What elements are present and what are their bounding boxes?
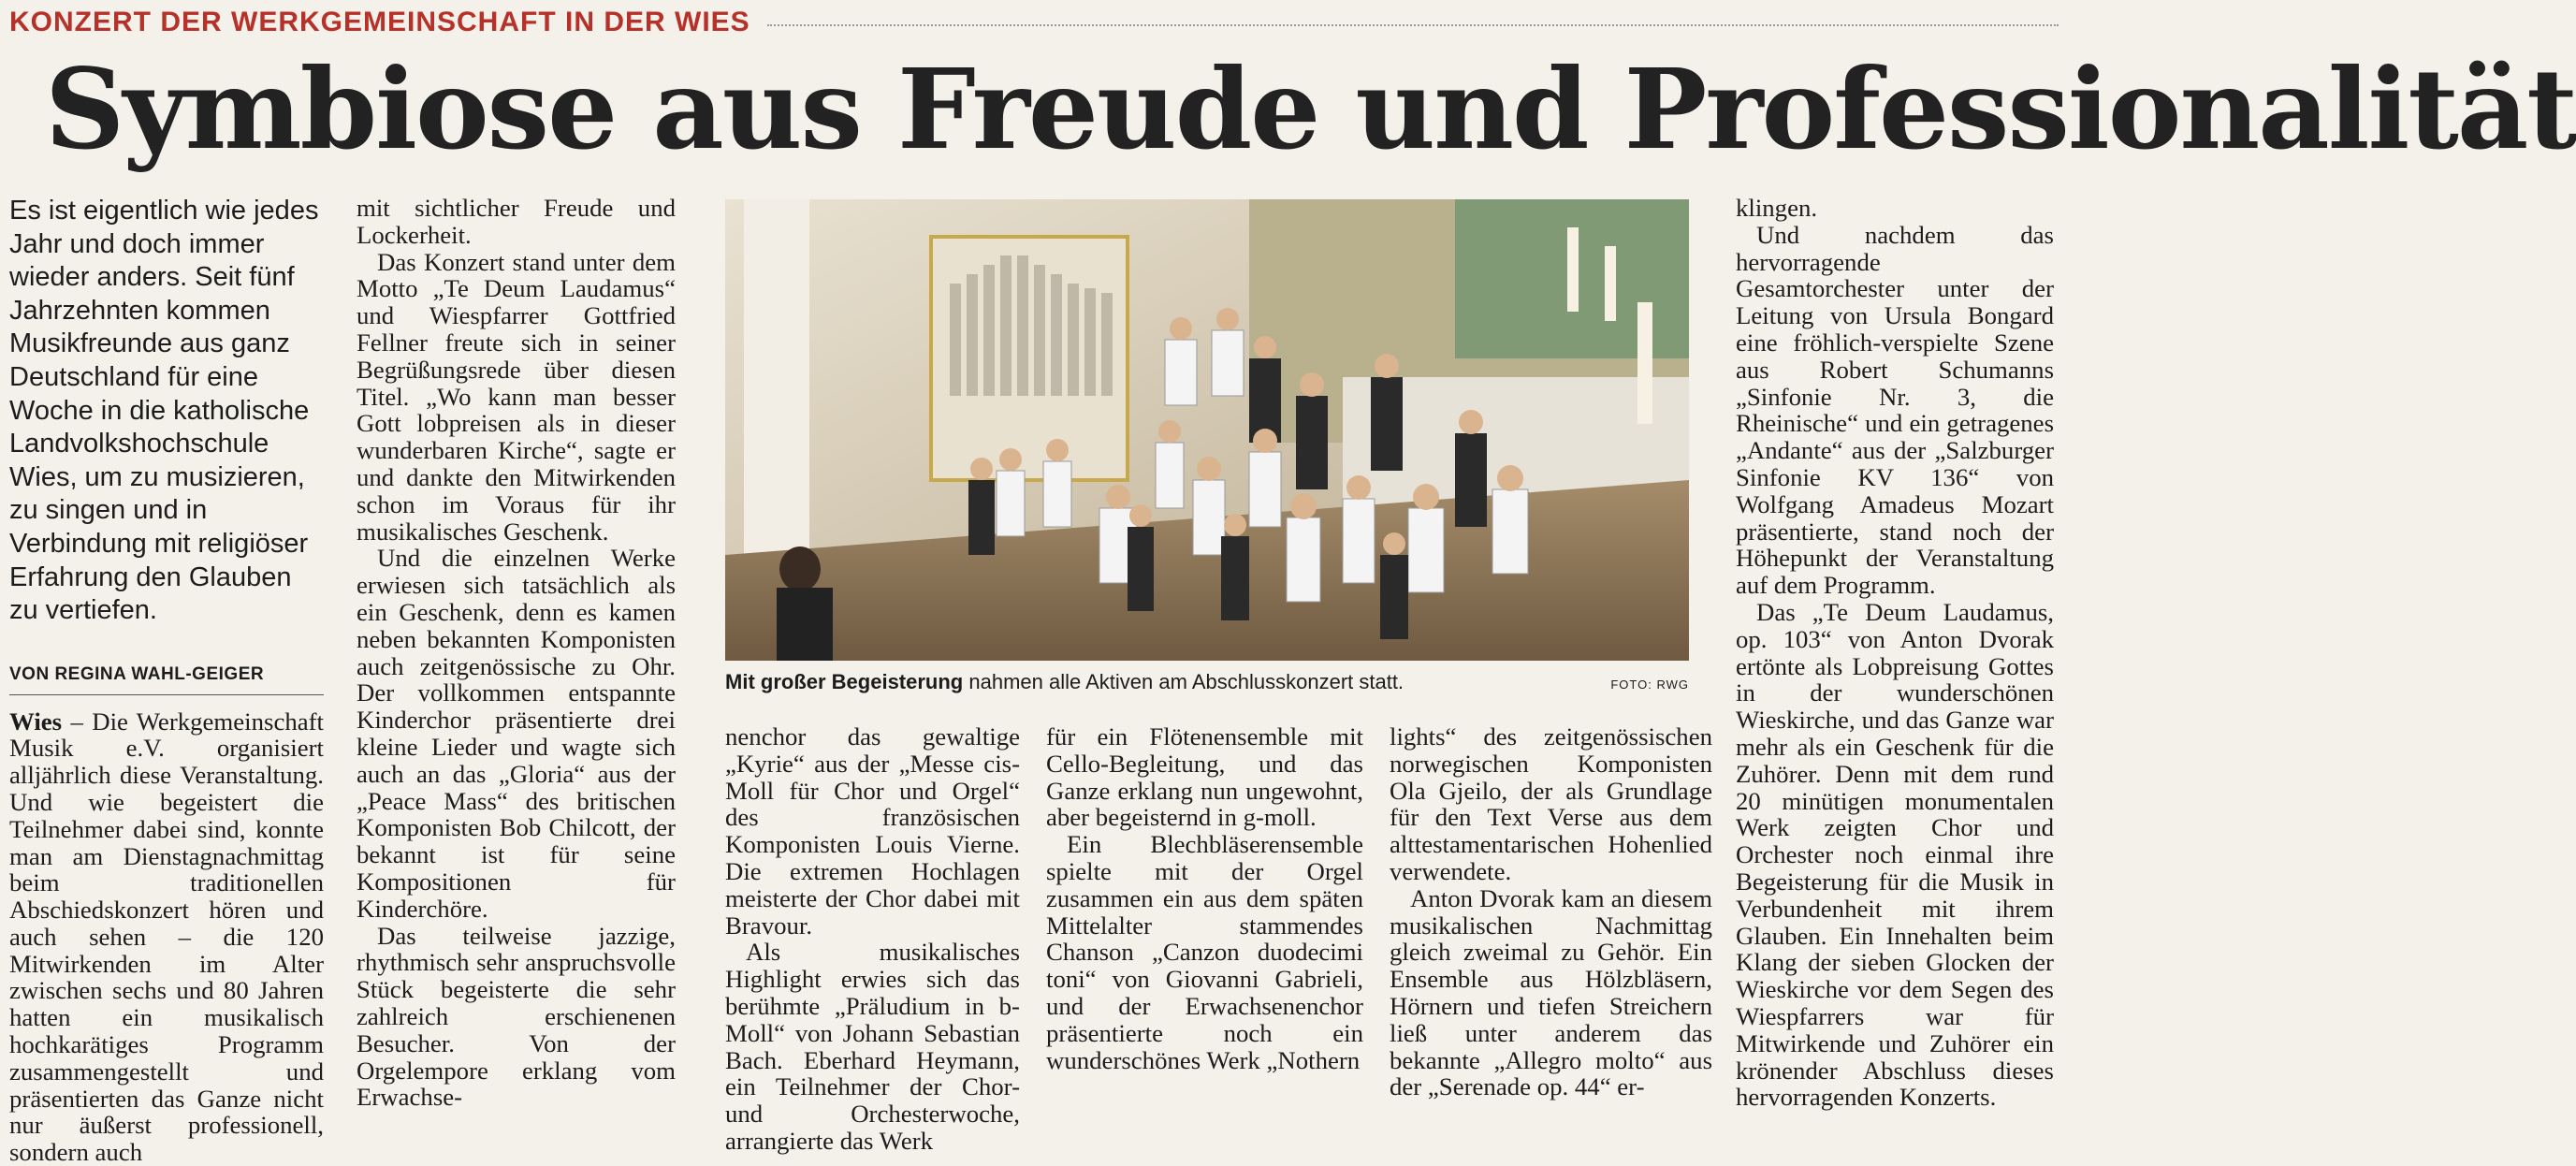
concert-photo bbox=[725, 199, 1689, 661]
kicker-divider bbox=[767, 24, 2059, 26]
paragraph-text: – Die Werkgemeinschaft Musik e.V. organisiert alljährlich diese Veranstaltung. Und wie begeistert die Teilnehmer dabei sind, konnte man am Dienstagnachmittag beim traditionellen Abschiedskonzert hören und auch sehen – die 120 Mitwirkenden im Alter zwischen sechs und 80 Jahren hatten ein musikalisch hochkarätiges Programm zusammengestellt und präsentierten das Ganze nicht nur äußerst professionell, sondern auch bbox=[9, 707, 324, 1166]
paragraph: nenchor das gewaltige „Kyrie“ aus der „Messe cis-Moll für Chor und Orgel“ des französischen Komponisten Louis Vierne. Die extremen Hochlagen meisterte der Chor dabei mit Bravour. bbox=[725, 722, 1020, 940]
kicker-row bbox=[9, 4, 2059, 41]
byline: VON REGINA WAHL-GEIGER bbox=[9, 650, 324, 695]
paragraph bbox=[9, 708, 324, 1166]
paragraph: Das „Te Deum Laudamus, op. 103“ von Anton Dvorak ertönte als Lobpreisung Gottes in der wunderschönen Wieskirche, und das Ganze war mehr als ein Geschenk für die Zuhörer. Denn mit dem rund 20 minütigen monumentalen Werk zeigten Chor und Orchester noch einmal ihre Begeisterung für die Musik in Verbundenheit mit ihrem Glauben. Ein Innehalten beim Klang der sieben Glocken der Wieskirche vor dem Segen des Wiespfarrers war für Mitwirkende und Zuhörer ein krönender Abschluss dieses hervorragenden Konzerts. bbox=[1736, 597, 2054, 1112]
paragraph: für ein Flötenensemble mit Cello-Begleitung, und das Ganze erklang nun ungewohnt, aber begeisternd in g-moll. bbox=[1046, 722, 1363, 832]
photo-image bbox=[725, 199, 1689, 661]
paragraph: Anton Dvorak kam an diesem musikalischen Nachmittag gleich zweimal zu Gehör. Ein Ensemble aus Hölzbläsern, Hörnern und tiefen Streichern ließ unter anderem das bekannte „Allegro molto“ aus der „Serenade op. 44“ er- bbox=[1390, 883, 1712, 1101]
column-1 bbox=[9, 195, 324, 1166]
paragraph: Ein Blechbläserensemble spielte mit der Orgel zusammen ein aus dem späten Mittelalter stammendes Chanson „Canzon duodecimi toni“ von Giovanni Gabrieli, und der Erwachsenenchor präsentierte noch ein wunderschönes Werk „Nothern bbox=[1046, 830, 1363, 1074]
paragraph: mit sichtlicher Freude und Lockerheit. bbox=[357, 194, 676, 249]
column-4 bbox=[1046, 723, 1363, 1073]
column-5 bbox=[1390, 723, 1712, 1100]
kicker: KONZERT DER WERKGEMEINSCHAFT IN DER WIES bbox=[9, 7, 750, 37]
headline: Symbiose aus Freude und Professionalität bbox=[45, 44, 2576, 174]
paragraph: lights“ des zeitgenössischen norwegischen Komponisten Ola Gjeilo, der als Grundlage für den Text Verse aus dem alttestamentarischen Hohenlied verwendete. bbox=[1390, 722, 1712, 885]
paragraph: Als musikalisches Highlight erwies sich das berühmte „Präludium in b-Moll“ von Johann Sebastian Bach. Eberhard Heymann, ein Teilnehmer der Chor- und Orchesterwoche, arrangierte das Werk bbox=[725, 938, 1020, 1155]
photo-caption bbox=[725, 670, 1689, 694]
column-2 bbox=[357, 195, 676, 1111]
column-6 bbox=[1736, 195, 2054, 1111]
caption-rest: nahmen alle Aktiven am Abschlusskonzert statt. bbox=[963, 670, 1404, 693]
paragraph: Das teilweise jazzige, rhythmisch sehr anspruchsvolle Stück begeisterte die sehr zahlreich erschienenen Besucher. Von der Orgelempore erklang vom Erwachse- bbox=[357, 921, 676, 1112]
paragraph: Und nachdem das hervorragende Gesamtorchester unter der Leitung von Ursula Bongard eine fröhlich-verspielte Szene aus Robert Schumanns „Sinfonie Nr. 3, die Rheinische“ und ein getragenes „Andante“ aus der „Salzburger Sinfonie KV 136“ von Wolfgang Amadeus Mozart präsentierte, stand noch der Höhepunkt der Veranstaltung auf dem Programm. bbox=[1736, 220, 2054, 600]
column-3 bbox=[725, 723, 1020, 1155]
caption-text bbox=[725, 670, 1404, 694]
lead-paragraph: Es ist eigentlich wie jedes Jahr und doch immer wieder anders. Seit fünf Jahrzehnten kommen Musikfreunde aus ganz Deutschland für eine Woche in die katholische Landvolkshochschule Wies, um zu musizieren, zu singen und in Verbindung mit religiöser Erfahrung den Glauben zu vertiefen. bbox=[9, 196, 319, 626]
paragraph: Und die einzelnen Werke erwiesen sich tatsächlich als ein Geschenk, denn es kamen neben bekannten Komponisten auch zeitgenössische zu Ohr. Der vollkommen entspannte Kinderchor präsentierte drei kleine Lieder und wagte sich auch an das „Gloria“ aus der „Peace Mass“ des britischen Komponisten Bob Chilcott, der bekannt ist für seine Kompositionen für Kinderchöre. bbox=[357, 544, 676, 923]
caption-bold: Mit großer Begeisterung bbox=[725, 670, 964, 693]
dateline: Wies bbox=[9, 707, 63, 736]
paragraph: Das Konzert stand unter dem Motto „Te Deum Laudamus“ und Wiespfarrer Gottfried Fellner freute sich in seiner Begrüßungsrede über diesen Titel. „Wo kann man besser Gott lobpreisen als in dieser wunderbaren Kirche“, sagte er und dankte den Mitwirkenden schon im Voraus für ihr musikalisches Geschenk. bbox=[357, 247, 676, 546]
paragraph: klingen. bbox=[1736, 194, 1818, 222]
photo-credit: FOTO: RWG bbox=[1610, 678, 1689, 692]
